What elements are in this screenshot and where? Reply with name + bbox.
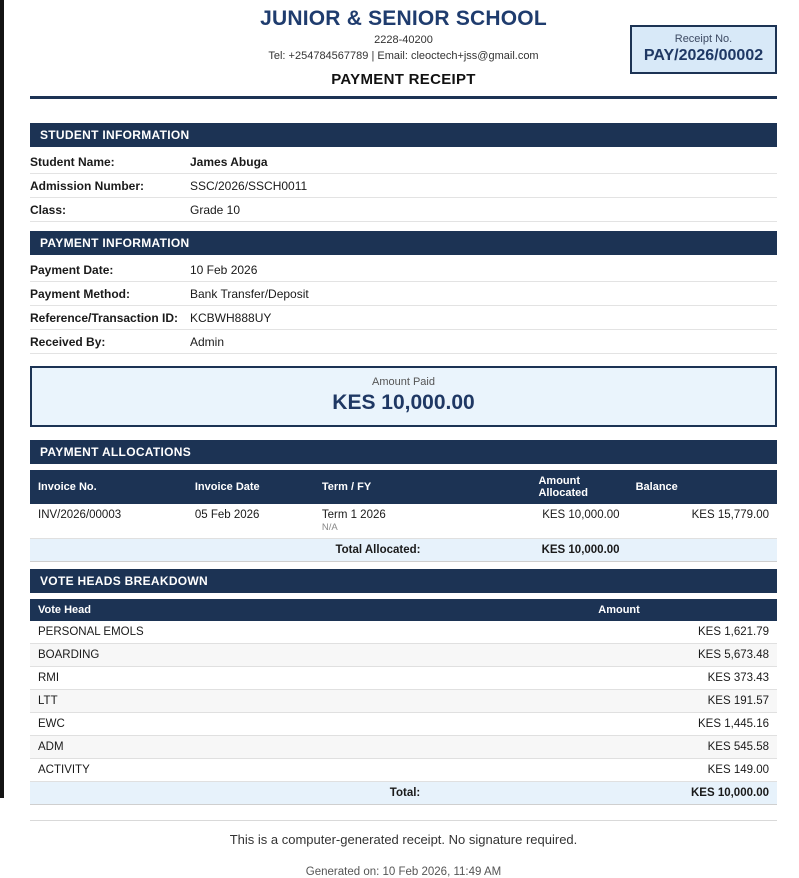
- vote-heads-table: [30, 599, 777, 805]
- info-label: Payment Date:: [30, 258, 190, 282]
- column-header-amount: Amount: [590, 599, 777, 621]
- info-label: Payment Method:: [30, 282, 190, 306]
- table-row: [30, 504, 777, 539]
- allocations-header-row: [30, 470, 777, 504]
- balance-cell: KES 15,779.00: [628, 504, 777, 539]
- vote-head-amount: KES 1,445.16: [590, 713, 777, 736]
- section-title-payment-allocations: PAYMENT ALLOCATIONS: [30, 440, 777, 464]
- receipt-page: [30, 0, 777, 878]
- window-left-edge: [0, 0, 4, 798]
- class-value: Grade 10: [190, 198, 777, 222]
- info-row: [30, 198, 777, 222]
- student-info-table: [30, 150, 777, 222]
- vote-head-name: ACTIVITY: [30, 759, 590, 782]
- vote-head-amount: KES 5,673.48: [590, 644, 777, 667]
- vote-head-name: PERSONAL EMOLS: [30, 621, 590, 644]
- table-row: [30, 736, 777, 759]
- vote-head-amount: KES 191.57: [590, 690, 777, 713]
- section-title-student-information: STUDENT INFORMATION: [30, 123, 777, 147]
- amount-paid-value: KES 10,000.00: [332, 391, 475, 414]
- empty-cell: [628, 539, 777, 562]
- term-value: Term 1 2026: [321, 509, 386, 521]
- info-label: Student Name:: [30, 150, 190, 174]
- invoice-date-cell: 05 Feb 2026: [187, 504, 314, 539]
- receipt-number-box: [630, 25, 777, 74]
- column-header-invoice-no: Invoice No.: [30, 470, 187, 504]
- table-row: [30, 759, 777, 782]
- table-row: [30, 621, 777, 644]
- receipt-number-value: PAY/2026/00002: [643, 47, 764, 64]
- column-header-vote-head: Vote Head: [30, 599, 590, 621]
- vote-head-amount: KES 1,621.79: [590, 621, 777, 644]
- info-label: Received By:: [30, 330, 190, 354]
- vote-head-name: BOARDING: [30, 644, 590, 667]
- vote-head-amount: KES 373.43: [590, 667, 777, 690]
- receipt-number-label: Receipt No.: [674, 33, 733, 45]
- column-header-invoice-date: Invoice Date: [187, 470, 314, 504]
- school-name: JUNIOR & SENIOR SCHOOL: [260, 7, 547, 30]
- info-row: [30, 174, 777, 198]
- vote-head-name: LTT: [30, 690, 590, 713]
- info-row: [30, 330, 777, 354]
- table-row: [30, 667, 777, 690]
- table-row: [30, 713, 777, 736]
- allocations-total-row: [30, 539, 777, 562]
- vote-head-name: ADM: [30, 736, 590, 759]
- vote-head-amount: KES 545.58: [590, 736, 777, 759]
- payment-method-value: Bank Transfer/Deposit: [190, 282, 777, 306]
- vote-head-amount: KES 149.00: [590, 759, 777, 782]
- document-title: PAYMENT RECEIPT: [331, 71, 476, 88]
- generated-timestamp: Generated on: 10 Feb 2026, 11:49 AM: [305, 866, 502, 878]
- admission-number-value: SSC/2026/SSCH0011: [190, 174, 777, 198]
- school-address: 2228-40200: [374, 34, 433, 46]
- vote-heads-header-row: [30, 599, 777, 621]
- total-allocated-label: Total Allocated:: [30, 539, 530, 562]
- vote-head-name: EWC: [30, 713, 590, 736]
- receipt-footer: [30, 820, 777, 878]
- column-header-balance: Balance: [628, 470, 777, 504]
- info-label: Admission Number:: [30, 174, 190, 198]
- payment-date-value: 10 Feb 2026: [190, 258, 777, 282]
- info-row: [30, 282, 777, 306]
- received-by-value: Admin: [190, 330, 777, 354]
- vote-heads-total-row: [30, 782, 777, 805]
- column-header-term-fy: Term / FY: [314, 470, 531, 504]
- table-row: [30, 644, 777, 667]
- invoice-no-cell: INV/2026/00003: [30, 504, 187, 539]
- school-contact: Tel: +254784567789 | Email: cleoctech+jss@gmail.com: [268, 50, 539, 62]
- amount-paid-box: [30, 366, 777, 427]
- info-row: [30, 150, 777, 174]
- vote-total-value: KES 10,000.00: [590, 782, 777, 805]
- info-label: Class:: [30, 198, 190, 222]
- info-row: [30, 306, 777, 330]
- amount-paid-label: Amount Paid: [372, 376, 435, 388]
- section-title-payment-information: PAYMENT INFORMATION: [30, 231, 777, 255]
- term-fy-sub-value: N/A: [321, 522, 338, 533]
- payment-info-table: [30, 258, 777, 354]
- vote-head-name: RMI: [30, 667, 590, 690]
- section-title-vote-heads-breakdown: VOTE HEADS BREAKDOWN: [30, 569, 777, 593]
- header-divider: [30, 96, 777, 99]
- term-fy-cell: [314, 504, 531, 539]
- student-name-value: James Abuga: [190, 150, 777, 174]
- column-header-amount-allocated: Amount Allocated: [530, 470, 627, 504]
- computer-generated-note: This is a computer-generated receipt. No signature required.: [229, 832, 578, 847]
- vote-total-label: Total:: [30, 782, 590, 805]
- allocations-table: [30, 470, 777, 562]
- reference-id-value: KCBWH888UY: [190, 306, 777, 330]
- info-row: [30, 258, 777, 282]
- info-label: Reference/Transaction ID:: [30, 306, 190, 330]
- table-row: [30, 690, 777, 713]
- amount-allocated-cell: KES 10,000.00: [530, 504, 627, 539]
- receipt-header: [30, 0, 777, 88]
- total-allocated-value: KES 10,000.00: [530, 539, 627, 562]
